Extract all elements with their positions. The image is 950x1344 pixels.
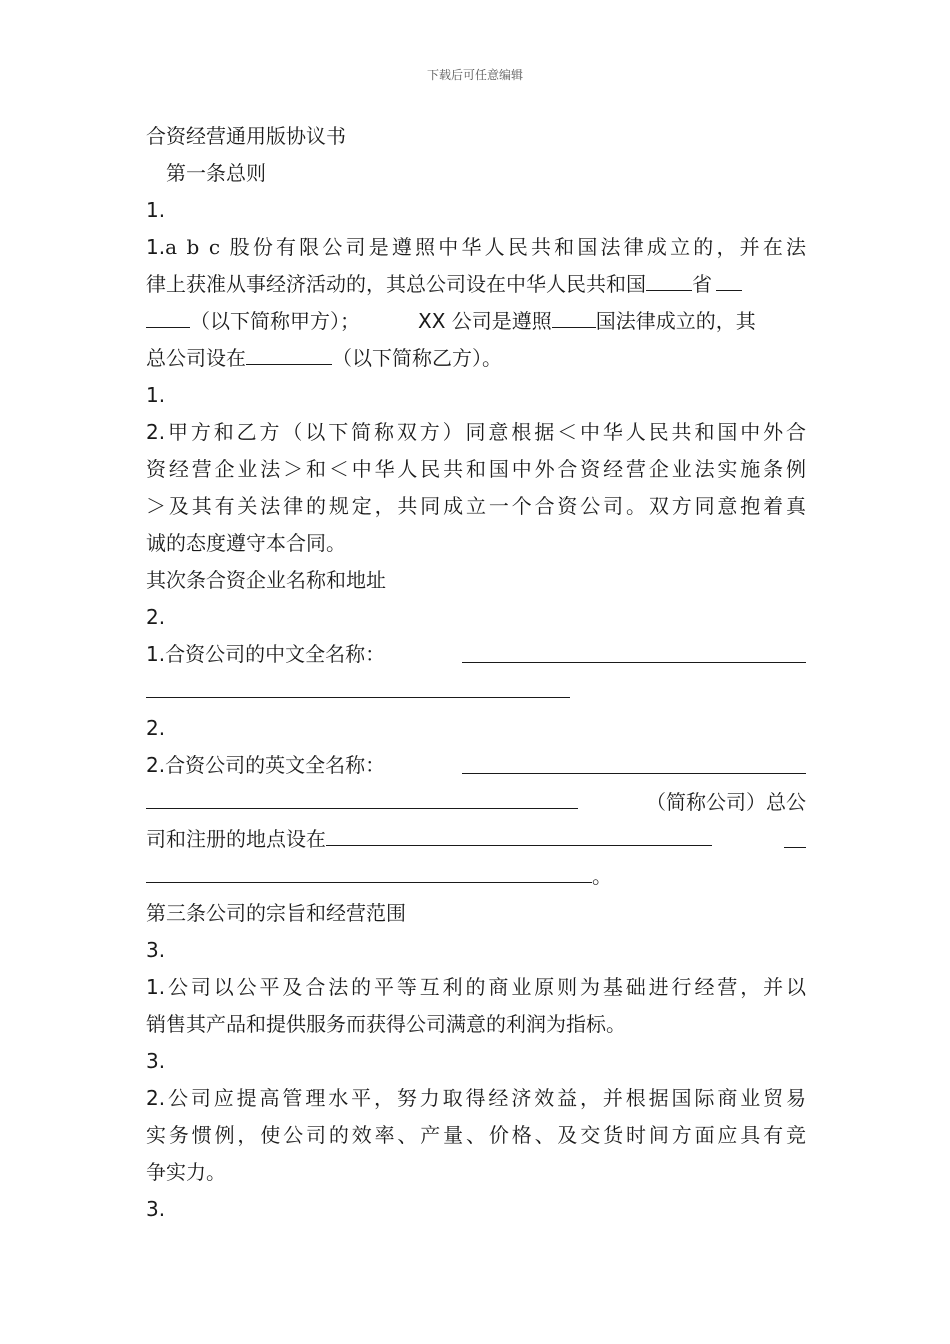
clause-3-2-line-2: 实务惯例，使公司的效率、产量、价格、及交货时间方面应具有竞 [146,1123,806,1147]
clause-1-1-text: 省 [692,272,712,296]
clause-2-2-text: 司和注册的地点设在 [146,827,326,851]
clause-number: 3. [146,1197,166,1221]
clause-1-1-text: （以下简称乙方）。 [332,346,502,370]
clause-2-2-line-2 [146,784,806,821]
blank-english-name [462,755,806,774]
clause-3-1-text: 公司以公平及合法的平等互利的商业原则为基础进行经营，并以 [165,975,806,999]
clause-1-2-line-1 [146,414,806,451]
clause-1-2-number: 2. [146,420,166,444]
clause-1-2-line-4: 诚的态度遵守本合同。 [146,531,346,555]
clause-1-2-text: 甲方和乙方（以下简称双方）同意根据＜中华人民共和国中外合 [165,420,806,444]
clause-1-1-text: a b c 股份有限公司是遵照中华人民共和国法律成立的，并在法 [165,235,806,259]
clause-2-1-text: 合资公司的中文全名称： [165,642,386,666]
clause-1-1-text: 国法律成立的，其 [595,309,756,333]
clause-number: 2. [146,605,166,629]
blank-chinese-name [462,644,806,663]
blank-line [784,829,806,848]
clause-1-1-number: 1. [146,235,166,259]
article-1-heading: 第一条总则 [166,161,266,185]
blank-country [552,309,596,328]
blank-location [246,346,332,365]
clause-3-2-text: 公司应提高管理水平，努力取得经济效益，并根据国际商业贸易 [165,1086,806,1110]
page-header: 下载后可任意编辑 [426,68,523,82]
clause-1-1-text: XX 公司是遵照 [418,309,552,333]
blank-line [146,309,190,328]
clause-2-1-number: 1. [146,642,166,666]
article-3-heading: 第三条公司的宗旨和经营范围 [146,901,406,925]
clause-1-1-text: 律上获准从事经济活动的，其总公司设在中华人民共和国 [146,272,646,296]
clause-number: 3. [146,1049,166,1073]
blank-line [716,272,742,291]
clause-3-1-line-2: 销售其产品和提供服务而获得公司满意的利润为指标。 [146,1012,626,1036]
clause-2-2-text: （简称公司）总公 [646,790,806,814]
clause-2-1-line-2 [146,673,806,710]
clause-2-2-text: 合资公司的英文全名称： [165,753,386,777]
blank-address [326,827,712,846]
clause-2-2-line-4 [146,858,806,895]
clause-3-1-line-1 [146,969,806,1006]
clause-1-2-line-3: ＞及其有关法律的规定，共同成立一个合资公司。双方同意抱着真 [146,494,806,518]
clause-3-2-number: 2. [146,1086,166,1110]
clause-number: 1. [146,383,166,407]
blank-english-name-cont [146,790,578,809]
clause-3-2-line-1 [146,1080,806,1117]
clause-2-1-line-1 [146,636,806,673]
clause-3-2-line-3: 争实力。 [146,1160,226,1184]
clause-2-2-number: 2. [146,753,166,777]
article-2-heading: 其次条合资企业名称和地址 [146,568,386,592]
clause-2-2-text: 。 [592,864,612,888]
clause-1-1-text: （以下简称甲方）； [190,309,360,333]
document-body [146,118,806,1228]
clause-number: 2. [146,716,166,740]
document-title: 合资经营通用版协议书 [146,124,346,148]
blank-province [646,272,692,291]
clause-number: 1. [146,198,166,222]
clause-1-1-line-2 [146,266,806,303]
clause-1-2-line-2: 资经营企业法＞和＜中华人民共和国中外合资经营企业法实施条例 [146,457,806,481]
clause-2-2-line-3 [146,821,806,858]
clause-1-1-line-1 [146,229,806,266]
clause-1-1-text: 总公司设在 [146,346,246,370]
clause-1-1-line-3 [146,303,806,340]
clause-number: 3. [146,938,166,962]
blank-chinese-name-cont [146,679,570,698]
clause-3-1-number: 1. [146,975,166,999]
clause-2-2-line-1 [146,747,806,784]
blank-address-cont [146,864,592,883]
clause-1-1-line-4 [146,340,806,377]
